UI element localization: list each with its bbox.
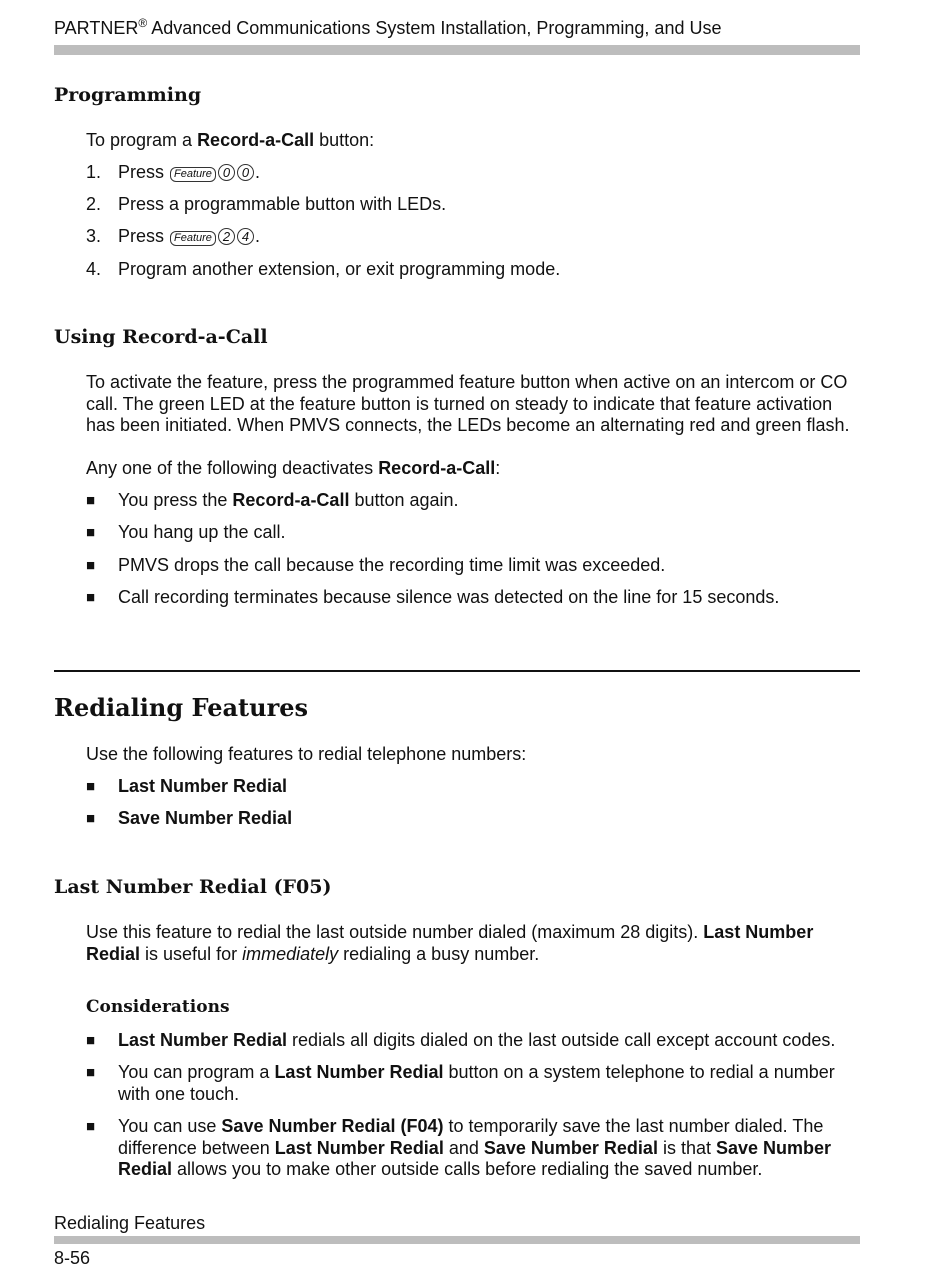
bullet-icon: ■ [86,524,96,541]
lnr-paragraph: Use this feature to redial the last outside number dialed (maximum 28 digits). Last Number Redial is useful for immediately redialing a busy number. [86,922,814,964]
bullet-icon: ■ [86,810,96,827]
bullet-icon: ■ [86,492,96,509]
bullet-icon: ■ [86,1064,96,1081]
redialing-intro: Use the following features to redial telephone numbers: [86,744,527,764]
step-number: 1. [86,162,102,182]
footer-bar [54,1236,860,1244]
dial-key-icon: 2 [218,228,235,245]
programming-heading: Programming [54,84,202,106]
list-item: ■ Call recording terminates because silence was detected on the line for 15 seconds. [86,587,780,607]
registered-mark: ® [138,16,148,30]
running-header [54,18,721,39]
list-item: ■ PMVS drops the call because the recording time limit was exceeded. [86,555,666,575]
bullet-icon: ■ [86,1118,96,1135]
dial-key-icon: 4 [237,228,254,245]
step-4: 4. Program another extension, or exit programming mode. [86,259,561,279]
using-record-a-call-heading: Using Record-a-Call [54,326,268,348]
list-item: ■ Last Number Redial redials all digits dialed on the last outside call except account codes. [86,1030,836,1050]
considerations-heading: Considerations [86,997,230,1017]
bullet-icon: ■ [86,1032,96,1049]
header-bar [54,45,860,55]
bullet-icon: ■ [86,557,96,574]
header-title-rest: Advanced Communications System Installation, Programming, and Use [147,18,722,38]
activation-paragraph: To activate the feature, press the programmed feature button when active on an intercom or CO call. The green LED at the feature button is turned on steady to indicate that feature activation has been initiated. When PMVS connects, the LEDs become an alternating red and green flash. [86,372,850,435]
step-3: 3. Press Feature 2 4 . [86,226,260,246]
feature-key-icon: Feature [170,167,216,182]
section-divider [54,670,860,672]
list-item: ■ You hang up the call. [86,522,286,542]
redialing-features-heading: Redialing Features [54,693,308,722]
step-number: 2. [86,194,102,214]
bullet-icon: ■ [86,778,96,795]
step-number: 4. [86,259,102,279]
dial-key-icon: 0 [218,164,235,181]
programming-intro: To program a Record-a-Call button: [86,130,375,150]
list-item: ■ You can program a Last Number Redial button on a system telephone to redial a number with one touch. [86,1062,835,1104]
deactivation-intro: Any one of the following deactivates Record-a-Call: [86,458,501,478]
dial-key-icon: 0 [237,164,254,181]
last-number-redial-heading: Last Number Redial (F05) [54,876,332,898]
list-item: ■ You press the Record-a-Call button again. [86,490,459,510]
list-item: ■ Last Number Redial [86,776,288,796]
page-number: 8-56 [54,1248,91,1268]
step-2: 2. Press a programmable button with LEDs. [86,194,447,214]
step-number: 3. [86,226,102,246]
list-item: ■ Save Number Redial [86,808,293,828]
footer-section-title: Redialing Features [54,1213,206,1233]
bullet-icon: ■ [86,589,96,606]
feature-key-icon: Feature [170,231,216,246]
header-title-main: PARTNER [54,18,139,38]
step-1: 1. Press Feature 0 0 . [86,162,260,182]
list-item: ■ You can use Save Number Redial (F04) to temporarily save the last number dialed. The difference between Last Number Redial and Save Number Redial is that Save Number Redial allows you to make other outside calls before redialing the saved number. [86,1116,832,1179]
